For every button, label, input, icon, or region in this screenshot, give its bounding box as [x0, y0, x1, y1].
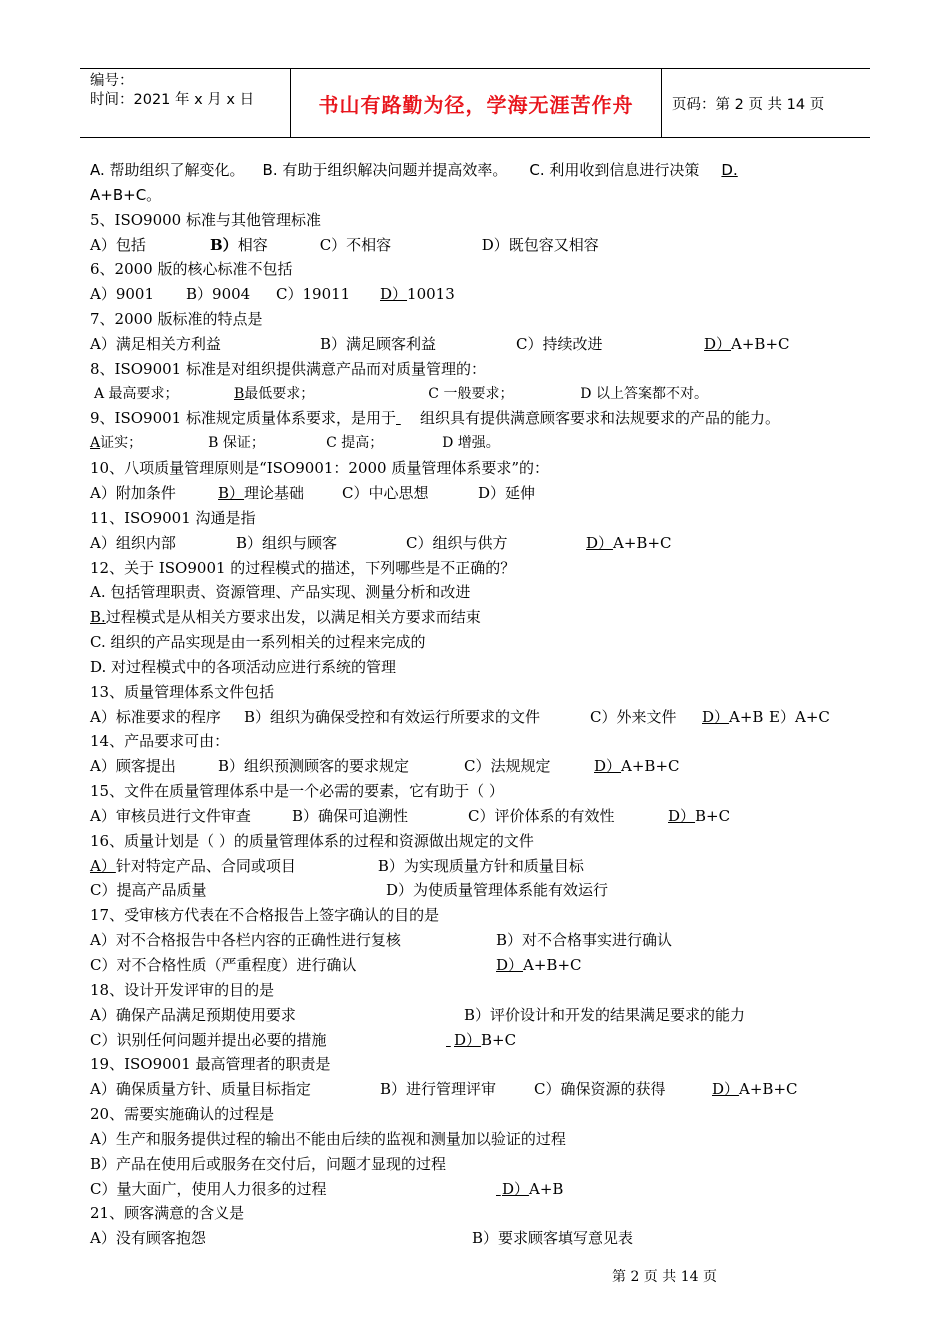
q13-question: 13、质量管理体系文件包括 — [90, 682, 275, 701]
header-page-number: 页码：第 2 页 共 14 页 — [672, 96, 825, 113]
q15-option-d-prefix: D） — [668, 806, 696, 825]
q6-option-b: B）9004 — [186, 285, 251, 304]
q9-options — [90, 431, 870, 456]
q16-question: 16、质量计划是（ ）的质量管理体系的过程和资源做出规定的文件 — [90, 831, 534, 850]
q11-options — [90, 531, 870, 556]
question-list — [90, 158, 870, 1251]
q4-option-a: A. 帮助组织了解变化。 — [90, 161, 245, 179]
q14-option-d-prefix: D） — [594, 757, 622, 776]
q21-options-ab — [90, 1226, 870, 1251]
q9-option-d: D 增强。 — [442, 435, 500, 452]
q8-option-a: A 最高要求； — [94, 385, 179, 402]
q8-option-d: D 以上答案都不对。 — [580, 385, 708, 402]
q20-option-c: C）量大面广，使用人力很多的过程 — [90, 1179, 327, 1198]
q16-option-d: D）为使质量管理体系能有效运行 — [386, 881, 609, 900]
q4-options-line1 — [90, 158, 870, 183]
q19-option-a: A）确保质量方针、质量目标指定 — [90, 1080, 311, 1099]
q18-blank — [446, 1028, 454, 1053]
q12-option-b-letter: B. — [90, 608, 106, 627]
q9-option-b: B 保证； — [208, 435, 265, 452]
q16-option-b: B）为实现质量方针和质量目标 — [377, 856, 584, 875]
q21-option-a: A）没有顾客抱怨 — [90, 1229, 206, 1248]
q12-option-b-line — [90, 605, 870, 630]
q9-question-part2: 组织具有提供满意顾客要求和法规要求的产品的能力。 — [420, 409, 781, 428]
q11-option-b: B）组织与顾客 — [236, 533, 338, 552]
page-header — [80, 68, 870, 138]
q17-option-d-prefix: D） — [496, 956, 524, 974]
q19-option-b: B）进行管理评审 — [380, 1080, 497, 1099]
q8-question: 8、ISO9001 标准是对组织提供满意产品而对质量管理的： — [90, 359, 486, 378]
q6-options — [90, 282, 870, 307]
q14-options — [90, 754, 870, 779]
q20-options-cd — [90, 1177, 870, 1202]
q14-option-b: B）组织预测顾客的要求规定 — [218, 757, 410, 776]
q17-option-c: C）对不合格性质（严重程度）进行确认 — [90, 956, 357, 974]
q14-question: 14、产品要求可由： — [90, 732, 230, 751]
q12-question: 12、关于 ISO9001 的过程模式的描述，下列哪些是不正确的？ — [90, 558, 516, 577]
q16-option-c: C）提高产品质量 — [90, 881, 207, 900]
q13-option-b: B）组织为确保受控和有效运行所要求的文件 — [244, 707, 541, 726]
q5-option-d: D）既包容又相容 — [481, 235, 599, 254]
q20-option-b: B）产品在使用后或服务在交付后，问题才显现的过程 — [90, 1154, 447, 1173]
q17-question: 17、受审核方代表在不合格报告上签字确认的目的是 — [90, 906, 440, 925]
q9-option-a-letter: A — [90, 435, 101, 452]
q16-options-ab — [90, 854, 870, 879]
q17-options-cd — [90, 953, 870, 978]
q16-options-cd — [90, 878, 870, 903]
q18-option-c: C）识别任何问题并提出必要的措施 — [90, 1030, 327, 1049]
q8-options — [90, 382, 870, 407]
header-meta — [80, 69, 290, 137]
q18-option-d: B+C — [481, 1030, 517, 1049]
q13-options — [90, 705, 870, 730]
q11-option-a: A）组织内部 — [90, 533, 176, 552]
q20-option-d: A+B — [529, 1179, 564, 1198]
q19-option-d: A+B+C — [739, 1080, 798, 1099]
q21-option-b: B）要求顾客填写意见表 — [472, 1229, 634, 1248]
q19-options — [90, 1077, 870, 1102]
q18-option-d-prefix: D） — [454, 1030, 482, 1049]
q15-option-d: B+C — [695, 806, 731, 825]
q9-option-a: 证实； — [100, 435, 143, 452]
q7-option-c: C）持续改进 — [516, 334, 603, 353]
q17-option-a: A）对不合格报告中各栏内容的正确性进行复核 — [90, 931, 401, 950]
q8-option-b-letter: B — [234, 385, 245, 402]
q6-question: 6、2000 版的核心标准不包括 — [90, 260, 293, 279]
page-footer: 第 2 页 共 14 页 — [612, 1269, 717, 1285]
q12-option-d: D. 对过程模式中的各项活动应进行系统的管理 — [90, 657, 397, 676]
q6-option-d-prefix: D） — [380, 285, 408, 304]
q15-option-a: A）审核员进行文件审查 — [90, 806, 251, 825]
q10-question: 10、八项质量管理原则是“ISO9001：2000 质量管理体系要求”的： — [90, 459, 550, 478]
q11-option-d-prefix: D） — [586, 533, 614, 552]
q9-blank — [396, 406, 420, 431]
q10-option-a: A）附加条件 — [90, 483, 176, 502]
q10-option-b-prefix: B） — [218, 483, 245, 502]
q14-option-d: A+B+C — [621, 757, 680, 776]
q18-options-ab — [90, 1003, 870, 1028]
q6-option-d: 10013 — [407, 285, 455, 304]
q7-option-b: B）满足顾客利益 — [320, 334, 437, 353]
q18-option-a: A）确保产品满足预期使用要求 — [90, 1005, 296, 1024]
q19-option-d-prefix: D） — [712, 1080, 740, 1099]
q13-option-d-prefix: D） — [702, 707, 730, 726]
q5-question: 5、ISO9000 标准与其他管理标准 — [90, 210, 321, 229]
q20-option-a: A）生产和服务提供过程的输出不能由后续的监视和测量加以验证的过程 — [90, 1129, 566, 1148]
q11-option-c: C）组织与供方 — [406, 533, 508, 552]
q4-option-b: B. 有助于组织解决问题并提高效率。 — [262, 161, 508, 179]
q6-option-c: C）19011 — [276, 285, 351, 304]
q9-option-c: C 提高； — [326, 435, 384, 452]
q17-option-b: B）对不合格事实进行确认 — [496, 931, 673, 950]
q20-question: 20、需要实施确认的过程是 — [90, 1105, 275, 1124]
q18-question: 18、设计开发评审的目的是 — [90, 980, 275, 999]
q15-option-b: B）确保可追溯性 — [292, 806, 409, 825]
q17-options-ab — [90, 928, 870, 953]
q11-option-d: A+B+C — [613, 533, 672, 552]
date-label: 时间：2021 年 x 月 x 日 — [90, 92, 255, 108]
q12-option-b: 过程模式是从相关方要求出发，以满足相关方要求而结束 — [105, 608, 481, 627]
q13-option-c: C）外来文件 — [590, 707, 677, 726]
q12-option-c: C. 组织的产品实现是由一系列相关的过程来完成的 — [90, 633, 426, 652]
q11-question: 11、ISO9001 沟通是指 — [90, 508, 256, 527]
q17-option-d: A+B+C — [523, 956, 582, 974]
q15-options — [90, 804, 870, 829]
q7-option-d: A+B+C — [731, 334, 790, 353]
q20-option-d-prefix: D） — [502, 1179, 530, 1198]
q9-question-part1: 9、ISO9001 标准规定质量体系要求，是用于 — [90, 409, 396, 428]
q5-option-b: 相容 — [237, 235, 268, 254]
q13-option-a: A）标准要求的程序 — [90, 707, 221, 726]
q4-option-d-prefix: D. — [721, 161, 738, 179]
q5-option-b-letter: B） — [210, 235, 238, 254]
q8-option-b: 最低要求； — [244, 385, 315, 402]
q7-options — [90, 332, 870, 357]
q10-option-c: C）中心思想 — [342, 483, 429, 502]
q21-question: 21、顾客满意的含义是 — [90, 1204, 245, 1223]
q18-option-b: B）评价设计和开发的结果满足要求的能力 — [464, 1005, 746, 1024]
q6-option-a: A）9001 — [90, 285, 155, 304]
q14-option-a: A）顾客提出 — [90, 757, 176, 776]
q19-question: 19、ISO9001 最高管理者的职责是 — [90, 1055, 331, 1074]
q13-option-d: A+B — [729, 707, 764, 726]
q5-option-a: A）包括 — [90, 235, 146, 254]
q5-options — [90, 233, 870, 258]
q10-option-d: D）延伸 — [478, 483, 536, 502]
q7-option-a: A）满足相关方利益 — [90, 334, 221, 353]
q15-question: 15、文件在质量管理体系中是一个必需的要素，它有助于（ ） — [90, 782, 504, 801]
q4-options-line2 — [90, 183, 870, 208]
q5-option-c: C）不相容 — [319, 235, 392, 254]
q8-option-c: C 一般要求； — [428, 385, 514, 402]
q12-option-a: A. 包括管理职责、资源管理、产品实现、测量分析和改进 — [90, 583, 471, 602]
q13-option-e: E）A+C — [769, 707, 830, 726]
q15-option-c: C）评价体系的有效性 — [468, 806, 615, 825]
q9-question — [90, 406, 870, 431]
q7-option-d-prefix: D） — [704, 334, 732, 353]
q10-option-b: 理论基础 — [244, 483, 305, 502]
q4-option-c: C. 利用收到信息进行决策 — [529, 161, 700, 179]
q16-option-a: 针对特定产品、合同或项目 — [115, 856, 296, 875]
q10-options — [90, 481, 870, 506]
q16-option-a-prefix: A） — [90, 856, 116, 875]
q18-options-cd — [90, 1028, 870, 1053]
q14-option-c: C）法规规定 — [464, 757, 551, 776]
q19-option-c: C）确保资源的获得 — [534, 1080, 666, 1099]
header-motto: 书山有路勤为径，学海无涯苦作舟 — [290, 69, 662, 137]
q7-question: 7、2000 版标准的特点是 — [90, 310, 263, 329]
q4-option-d-text: A+B+C。 — [90, 185, 162, 204]
doc-number-label: 编号： — [90, 73, 134, 89]
